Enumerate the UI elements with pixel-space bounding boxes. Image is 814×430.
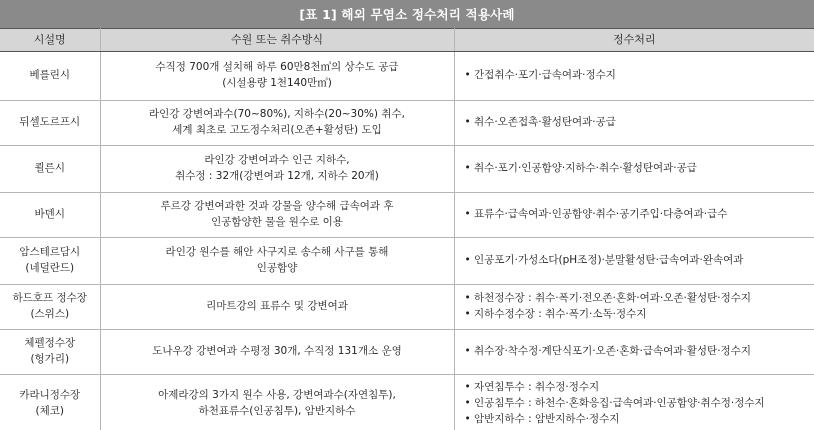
header-treatment: 정수처리: [454, 29, 814, 52]
source-text-line: 리마트강의 표류수 및 강변여과: [206, 300, 348, 313]
source-text-line: (시설용량 1천140만㎥): [222, 77, 332, 89]
treatment-cell: [454, 193, 814, 238]
table-row: [0, 193, 814, 238]
treatment-cell: [454, 375, 814, 430]
treatment-item: • 표류수·급속여과·인공함양·취수·공기주입·다층여과·급수: [465, 207, 809, 223]
source-cell: [100, 52, 454, 101]
source-cell: [100, 193, 454, 238]
treatment-item: • 취수·포기·인공함양·지하수·취수·활성탄여과·공급: [465, 161, 809, 177]
source-text-line: 루르강 강변여과한 것과 강물을 양수해 급속여과 후: [160, 200, 394, 213]
table-row: [0, 285, 814, 330]
treatment-cell: [454, 330, 814, 375]
table-row: [0, 52, 814, 101]
source-cell: [100, 330, 454, 375]
treatment-item: • 자연침투수 : 취수정·정수지: [465, 380, 809, 396]
treatment-item: • 취수·오존접촉·활성탄여과·공급: [465, 115, 809, 131]
source-text-line: 하천표류수(인공침투), 암반지하수: [198, 405, 356, 417]
treatment-list: [461, 344, 809, 360]
treatment-item: • 암반지하수 : 암반지하수·정수지: [465, 412, 809, 428]
facility-name-line: 암스테르담시: [19, 246, 81, 259]
table-header-row: [0, 29, 814, 52]
facility-name-line: 카라니정수장: [19, 389, 81, 402]
facility-name-line: 쾰른시: [34, 162, 65, 175]
treatment-list: [461, 291, 809, 323]
overseas-treatment-table: [0, 28, 814, 430]
table-row: [0, 238, 814, 285]
treatment-item: • 간접취수·포기·급속여과·정수지: [465, 68, 809, 84]
treatment-item: • 인공포기·가성소다(pH조정)·분말활성탄·급속여과·완속여과: [465, 253, 809, 269]
table-row: [0, 375, 814, 430]
facility-name-line: (네덜란드): [25, 262, 75, 274]
treatment-list: [461, 115, 809, 131]
treatment-list: [461, 253, 809, 269]
facility-cell: [0, 101, 100, 146]
treatment-list: [461, 161, 809, 177]
facility-name-line: (헝가리): [30, 353, 70, 365]
facility-cell: [0, 146, 100, 193]
treatment-item: • 하천정수장 : 취수·폭기·전오존·혼화·여과·오존·활성탄·정수지: [465, 291, 809, 307]
treatment-cell: [454, 146, 814, 193]
treatment-cell: [454, 101, 814, 146]
facility-cell: [0, 193, 100, 238]
table-row: [0, 330, 814, 375]
facility-name-line: 바덴시: [34, 208, 65, 221]
facility-cell: [0, 52, 100, 101]
table-row: [0, 146, 814, 193]
treatment-list: [461, 207, 809, 223]
facility-name-line: 체펠정수장: [24, 337, 76, 350]
source-cell: [100, 101, 454, 146]
treatment-cell: [454, 285, 814, 330]
facility-name-line: 뒤셀도르프시: [19, 116, 81, 129]
source-text-line: 수직정 700개 설치해 하루 60만8천㎥의 상수도 공급: [155, 61, 399, 74]
source-text-line: 아제라강의 3가지 원수 사용, 강변여과수(자연침투),: [158, 389, 396, 402]
facility-name-line: (스위스): [30, 308, 70, 320]
source-cell: [100, 238, 454, 285]
source-cell: [100, 285, 454, 330]
source-text-line: 라인강 강변여과수 인근 지하수,: [204, 154, 350, 167]
treatment-item: • 지하수정수장 : 취수·폭기·소독·정수지: [465, 307, 809, 323]
source-text-line: 세계 최초로 고도정수처리(오존+활성탄) 도입: [172, 124, 382, 136]
facility-name-line: (체코): [35, 405, 64, 417]
source-cell: [100, 146, 454, 193]
facility-name-line: 베를린시: [29, 69, 71, 82]
treatment-list: [461, 380, 809, 427]
source-cell: [100, 375, 454, 430]
source-text-line: 라인강 원수를 해안 사구지로 송수해 사구를 통해: [165, 246, 389, 259]
table-title: [표 1] 해외 무염소 정수처리 적용사례: [0, 0, 814, 28]
facility-cell: [0, 285, 100, 330]
treatment-item: • 인공침투수 : 하천수·혼화응집·급속여과·인공함양·취수정·정수지: [465, 396, 809, 412]
facility-cell: [0, 238, 100, 285]
treatment-list: [461, 68, 809, 84]
header-source: 수원 또는 취수방식: [100, 29, 454, 52]
source-text-line: 취수정 : 32개(강변여과 12개, 지하수 20개): [175, 170, 379, 182]
header-facility: 시설명: [0, 29, 100, 52]
facility-cell: [0, 375, 100, 430]
treatment-cell: [454, 238, 814, 285]
treatment-item: • 취수장·착수정·계단식포기·오존·혼화·급속여과·활성탄·정수지: [465, 344, 809, 360]
source-text-line: 라인강 강변여과수(70~80%), 지하수(20~30%) 취수,: [149, 108, 405, 121]
source-text-line: 인공함양: [256, 262, 298, 274]
treatment-cell: [454, 52, 814, 101]
facility-cell: [0, 330, 100, 375]
facility-name-line: 하드호프 정수장: [12, 292, 87, 305]
source-text-line: 도나우강 강변여과 수평정 30개, 수직정 131개소 운영: [152, 345, 402, 358]
table-row: [0, 101, 814, 146]
source-text-line: 인공함양한 물을 원수로 이용: [211, 216, 343, 228]
